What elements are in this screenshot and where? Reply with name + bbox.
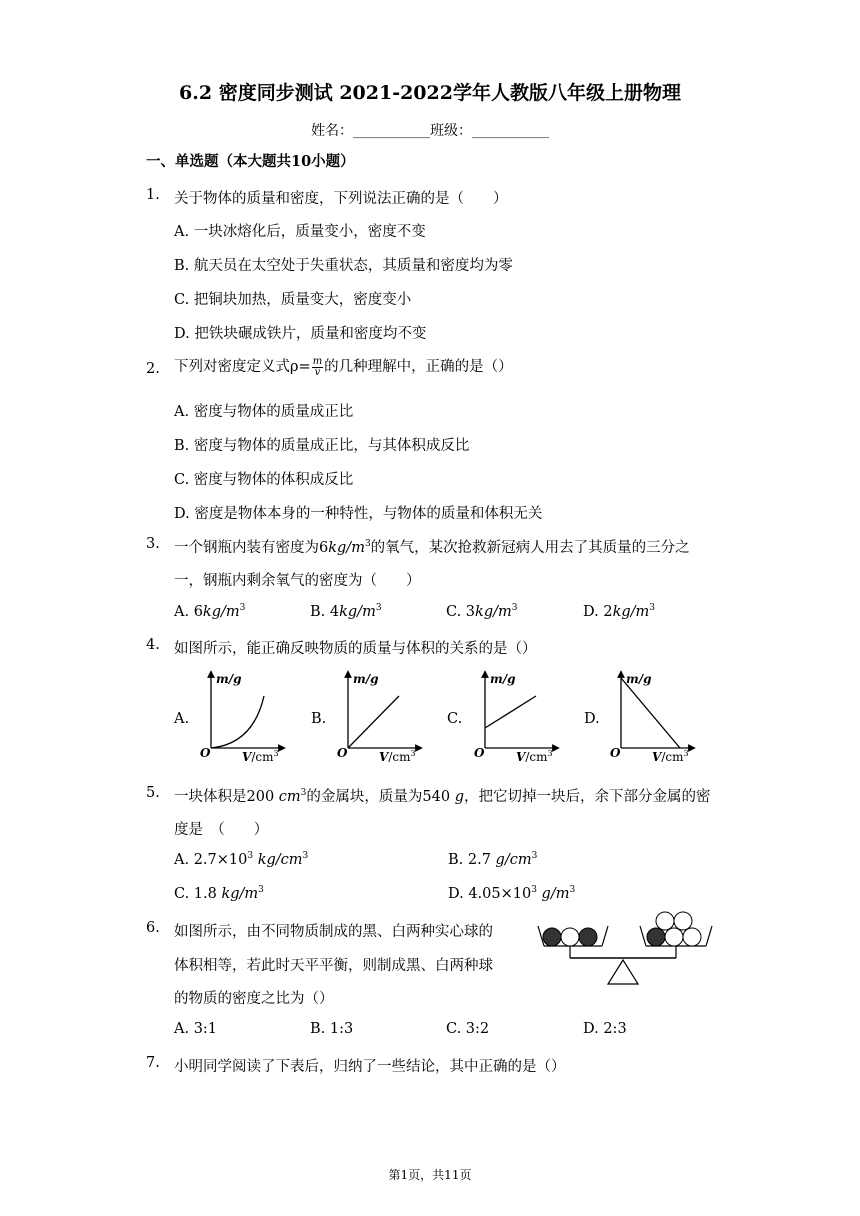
q5-line1 xyxy=(174,785,711,806)
q3-option-a-unit: kg/m xyxy=(202,604,240,620)
page-footer: 第1页，共11页 xyxy=(388,1168,472,1182)
q5-option-d-uexp: 3 xyxy=(569,885,576,896)
balance-fulcrum xyxy=(608,960,638,984)
right-pan xyxy=(640,912,712,946)
q3-option-d-label: D. 2 xyxy=(583,604,613,620)
q4-graph-b-label: B. xyxy=(311,711,327,727)
q3-line1-pre: 一个钢瓶内装有密度为6 xyxy=(174,540,329,556)
left-pan xyxy=(538,926,608,946)
q6-line3: 的物质的密度之比为（） xyxy=(174,991,334,1007)
q4-graph-b-y-label: m/g xyxy=(353,672,379,686)
q7-stem: 小明同学阅读了下表后，归纳了一些结论，其中正确的是（） xyxy=(174,1059,566,1075)
right-white-ball-4 xyxy=(674,912,692,930)
q3-option-d-exp: 3 xyxy=(649,603,655,614)
q4-stem: 如图所示，能正确反映物质的质量与体积的关系的是（） xyxy=(174,641,537,657)
q3-line2: 一，钢瓶内剩余氧气的密度为（ ） xyxy=(174,573,421,589)
q3-unit: kg/m xyxy=(328,540,365,556)
q5-option-a xyxy=(174,852,308,868)
q6-option-b: B. 1:3 xyxy=(310,1021,354,1037)
q4-graph-d-line xyxy=(621,678,680,748)
right-white-ball-3 xyxy=(656,912,674,930)
q6-option-c: C. 3:2 xyxy=(446,1021,490,1037)
left-black-ball-2 xyxy=(579,928,597,946)
q2-option-c: C. 密度与物体的体积成反比 xyxy=(174,472,354,488)
right-white-ball-2 xyxy=(683,928,701,946)
q1-option-d: D. 把铁块碾成铁片，质量和密度均不变 xyxy=(174,326,427,342)
q5-line2: 度是 （ ） xyxy=(174,822,269,838)
q5-option-c-uexp: 3 xyxy=(258,885,264,896)
q3-option-c xyxy=(446,604,517,620)
q3-option-d xyxy=(583,604,655,620)
q4-graph-b-x-label: $V/cm^3$ xyxy=(379,749,416,764)
q1-number: 1. xyxy=(146,187,160,203)
q2-fraction-num: m xyxy=(312,355,323,367)
q5-option-b-uexp: 3 xyxy=(531,851,538,862)
q4-graph-d-x-label: $V/cm^3$ xyxy=(652,749,689,764)
q3-option-c-exp: 3 xyxy=(511,603,518,614)
q6-option-d: D. 2:3 xyxy=(583,1021,627,1037)
right-black-ball xyxy=(647,928,665,946)
q4-graph-c-line xyxy=(485,696,536,728)
right-white-ball-1 xyxy=(665,928,683,946)
section-heading: 一、单选题（本大题共10小题） xyxy=(146,153,355,170)
q5-option-a-pre: A. 2.7×10 xyxy=(174,852,248,868)
q5-option-d-pre: D. 4.05×10 xyxy=(448,886,532,902)
q3-unit-exp: 3 xyxy=(364,539,371,550)
balance-figure xyxy=(534,908,718,990)
q2-option-b: B. 密度与物体的质量成正比，与其体积成反比 xyxy=(174,438,470,454)
q5-number: 5. xyxy=(146,785,160,801)
q5-option-b-unit: g/cm xyxy=(495,852,532,868)
q6-number: 6. xyxy=(146,920,160,936)
q5-option-c-unit: kg/m xyxy=(221,886,259,902)
q4-graph-c-y-label: m/g xyxy=(490,672,516,686)
q4-graph-c-label: C. xyxy=(447,711,463,727)
q5-option-b xyxy=(448,852,537,868)
q5-option-d-exp: 3 xyxy=(531,885,537,896)
q2-stem-pre: 下列对密度定义式ρ= xyxy=(174,359,311,375)
q2-fraction xyxy=(312,357,323,378)
q6-line2: 体积相等，若此时天平平衡，则制成黑、白两种球 xyxy=(174,958,493,974)
q4-graph-d-origin: O xyxy=(610,746,621,760)
left-black-ball-1 xyxy=(543,928,561,946)
left-white-ball xyxy=(561,928,579,946)
q4-graph-d-y-label: m/g xyxy=(626,672,652,686)
q4-graph-a-curve xyxy=(211,696,264,748)
q2-number: 2. xyxy=(146,361,160,377)
q4-graph-d xyxy=(608,668,718,768)
q4-graph-a-origin: O xyxy=(200,746,211,760)
q4-graph-b-line xyxy=(348,696,399,748)
q4-graph-a xyxy=(198,668,308,768)
q3-option-a-exp: 3 xyxy=(239,603,246,614)
q5-g: g xyxy=(454,789,464,805)
q3-option-b-label: B. 4 xyxy=(310,604,340,620)
q4-graph-c-x-label: $V/cm^3$ xyxy=(516,749,553,764)
q5-line1-c: ，把它切掉一块后，余下部分金属的密 xyxy=(464,789,711,805)
q3-option-c-unit: kg/m xyxy=(475,604,512,620)
q2-stem xyxy=(174,355,513,378)
q3-line1-post: 的氧气，某次抢救新冠病人用去了其质量的三分之 xyxy=(370,540,690,556)
q5-option-b-pre: B. 2.7 xyxy=(448,852,496,868)
q3-option-a-label: A. 6 xyxy=(174,604,203,620)
q4-graph-c xyxy=(472,668,582,768)
q2-option-a: A. 密度与物体的质量成正比 xyxy=(174,404,354,420)
q4-graph-b xyxy=(335,668,445,768)
q5-option-d-unit: g/m xyxy=(536,886,570,902)
q3-option-c-label: C. 3 xyxy=(446,604,476,620)
q5-option-c-pre: C. 1.8 xyxy=(174,886,222,902)
q1-stem: 关于物体的质量和密度，下列说法正确的是（ ） xyxy=(174,191,508,207)
q5-option-c xyxy=(174,886,264,902)
q3-option-a xyxy=(174,604,245,620)
q6-line1: 如图所示，由不同物质制成的黑、白两种实心球的 xyxy=(174,924,493,940)
q6-option-a: A. 3:1 xyxy=(174,1021,218,1037)
q7-number: 7. xyxy=(146,1055,160,1071)
q4-graph-c-origin: O xyxy=(474,746,485,760)
q3-option-b xyxy=(310,604,382,620)
q1-option-a: A. 一块冰熔化后，质量变小，密度不变 xyxy=(174,224,426,240)
name-class-row: 姓名：___________班级：___________ xyxy=(311,123,549,139)
q1-option-c: C. 把铜块加热，质量变大，密度变小 xyxy=(174,292,412,308)
q4-graph-a-x-label: $V/cm^3$ xyxy=(242,749,279,764)
q3-option-b-exp: 3 xyxy=(375,603,382,614)
q1-option-b: B. 航天员在太空处于失重状态，其质量和密度均为零 xyxy=(174,258,513,274)
q4-number: 4. xyxy=(146,637,160,653)
page-title: 6.2 密度同步测试 2021-2022学年人教版八年级上册物理 xyxy=(179,82,681,104)
q4-graph-b-origin: O xyxy=(337,746,348,760)
q5-option-a-uexp: 3 xyxy=(302,851,309,862)
q5-option-d xyxy=(448,886,575,902)
q3-line1 xyxy=(174,536,690,557)
q5-option-a-exp: 3 xyxy=(247,851,254,862)
q5-cm: cm xyxy=(278,789,301,805)
q2-option-d: D. 密度是物体本身的一种特性，与物体的质量和体积无关 xyxy=(174,506,543,522)
q2-fraction-den: v xyxy=(314,366,321,378)
q5-line1-b: 的金属块，质量为540 xyxy=(306,789,455,805)
q3-number: 3. xyxy=(146,536,160,552)
q4-graph-a-y-label: m/g xyxy=(216,672,242,686)
q3-option-d-unit: kg/m xyxy=(612,604,650,620)
q4-graph-d-label: D. xyxy=(584,711,600,727)
q2-stem-post: 的几种理解中，正确的是（） xyxy=(324,359,513,375)
q5-option-a-unit: kg/cm xyxy=(253,852,303,868)
q5-cm-exp: 3 xyxy=(300,788,307,799)
q3-option-b-unit: kg/m xyxy=(339,604,376,620)
q4-graph-a-label: A. xyxy=(174,711,190,727)
q5-line1-a: 一块体积是200 xyxy=(174,789,279,805)
